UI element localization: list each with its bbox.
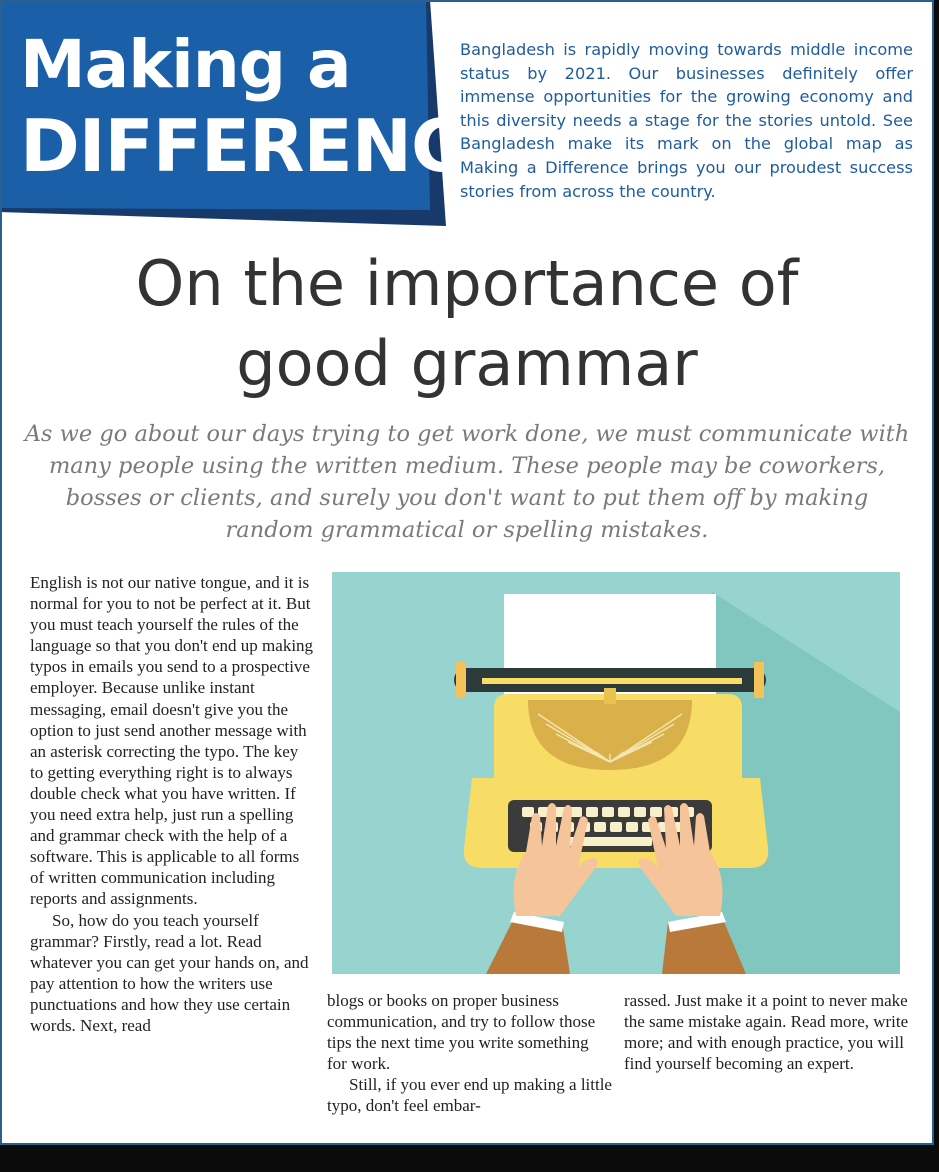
body-paragraph: Still, if you ever end up making a little typo, don't feel embar- — [327, 1075, 612, 1116]
paper-guide — [482, 678, 742, 684]
body-column-1 — [30, 572, 315, 1036]
section-intro: Bangladesh is rapidly moving towards middle income status by 2021. Our businesses definitely offer immense opportunities for the growing economy and this diversity needs a stage for the stories untold. See Bangladesh make its mark on the global map as Making a Difference brings you our proudest success stories from across the country. — [460, 40, 913, 201]
roller-knob-right — [754, 662, 764, 698]
body-column-2 — [327, 990, 612, 1117]
headline-line2: good grammar — [236, 327, 698, 400]
section-title-line2: DIFFERENCE — [20, 104, 512, 188]
body-paragraph: blogs or books on proper business communication, and try to follow those tips the next time you write something for work. — [327, 991, 596, 1074]
article-headline — [2, 244, 932, 404]
roller-knob-left — [456, 662, 466, 698]
section-title — [20, 26, 512, 188]
body-paragraph: rassed. Just make it a point to never make the same mistake again. Read more, write more; and with enough practice, you will find yourself becoming an expert. — [624, 991, 909, 1074]
article-standfirst: As we go about our days trying to get work done, we must communicate with many people using the written medium. These people may be coworkers, bosses or clients, and surely you don't want to put them off by making random grammatical or spelling mistakes. — [24, 421, 910, 543]
type-guide — [604, 688, 616, 704]
body-paragraph: English is not our native tongue, and it is normal for you to not be perfect at it. But you must teach yourself the rules of the language so that you don't end up making typos in emails you send to a prospective employer. Because unlike instant messaging, email doesn't give you the option to just send another message with an asterisk correcting the typo. The key to getting everything right is to always double check what you have written. If you need extra help, just run a spelling and grammar check with the help of a software. This is applicable to all forms of written communication including reports and assignments. — [30, 573, 314, 909]
body-column-3 — [624, 990, 909, 1074]
section-title-line1: Making a — [20, 26, 351, 103]
headline-line1: On the importance of — [135, 247, 799, 320]
typewriter-illustration — [332, 572, 900, 974]
body-paragraph: So, how do you teach yourself grammar? Firstly, read a lot. Read whatever you can get your hands on, and pay attention to how the writers use punctuations and how they use certain words. Next, read — [30, 910, 309, 1035]
